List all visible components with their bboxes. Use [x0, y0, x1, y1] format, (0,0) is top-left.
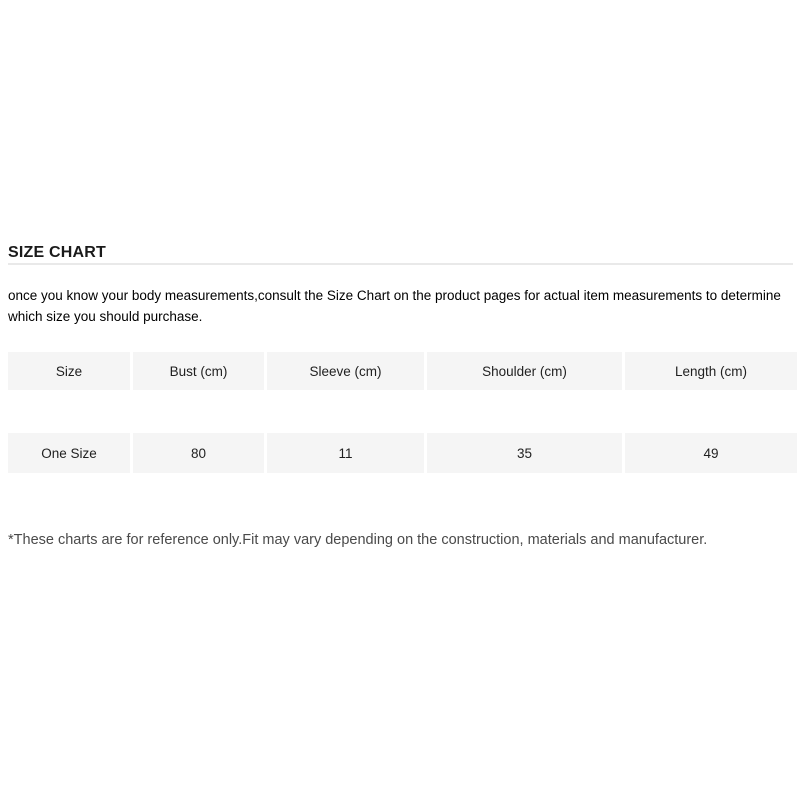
header-cell-sleeve-cm: Sleeve (cm): [267, 352, 424, 390]
header-cell-size: Size: [8, 352, 130, 390]
size-table-header-row: [8, 352, 797, 390]
data-cell-80: 80: [133, 433, 264, 473]
data-cell-49: 49: [625, 433, 797, 473]
data-cell-35: 35: [427, 433, 622, 473]
size-table-body: [8, 433, 797, 473]
data-cell-11: 11: [267, 433, 424, 473]
page-title: SIZE CHART: [8, 244, 106, 261]
header-cell-bust-cm: Bust (cm): [133, 352, 264, 390]
size-table: [8, 352, 797, 473]
footnote-text: *These charts are for reference only.Fit may vary depending on the construction, materials and manufacturer.: [8, 532, 708, 548]
intro-text: once you know your body measurements,consult the Size Chart on the product pages for actual item measurements to determine which size you should purchase.: [8, 288, 781, 324]
header-cell-length-cm: Length (cm): [625, 352, 797, 390]
title-divider: [8, 263, 793, 265]
header-cell-shoulder-cm: Shoulder (cm): [427, 352, 622, 390]
table-row: [8, 433, 797, 473]
table-row-gap: [8, 390, 797, 433]
data-cell-one-size: One Size: [8, 433, 130, 473]
